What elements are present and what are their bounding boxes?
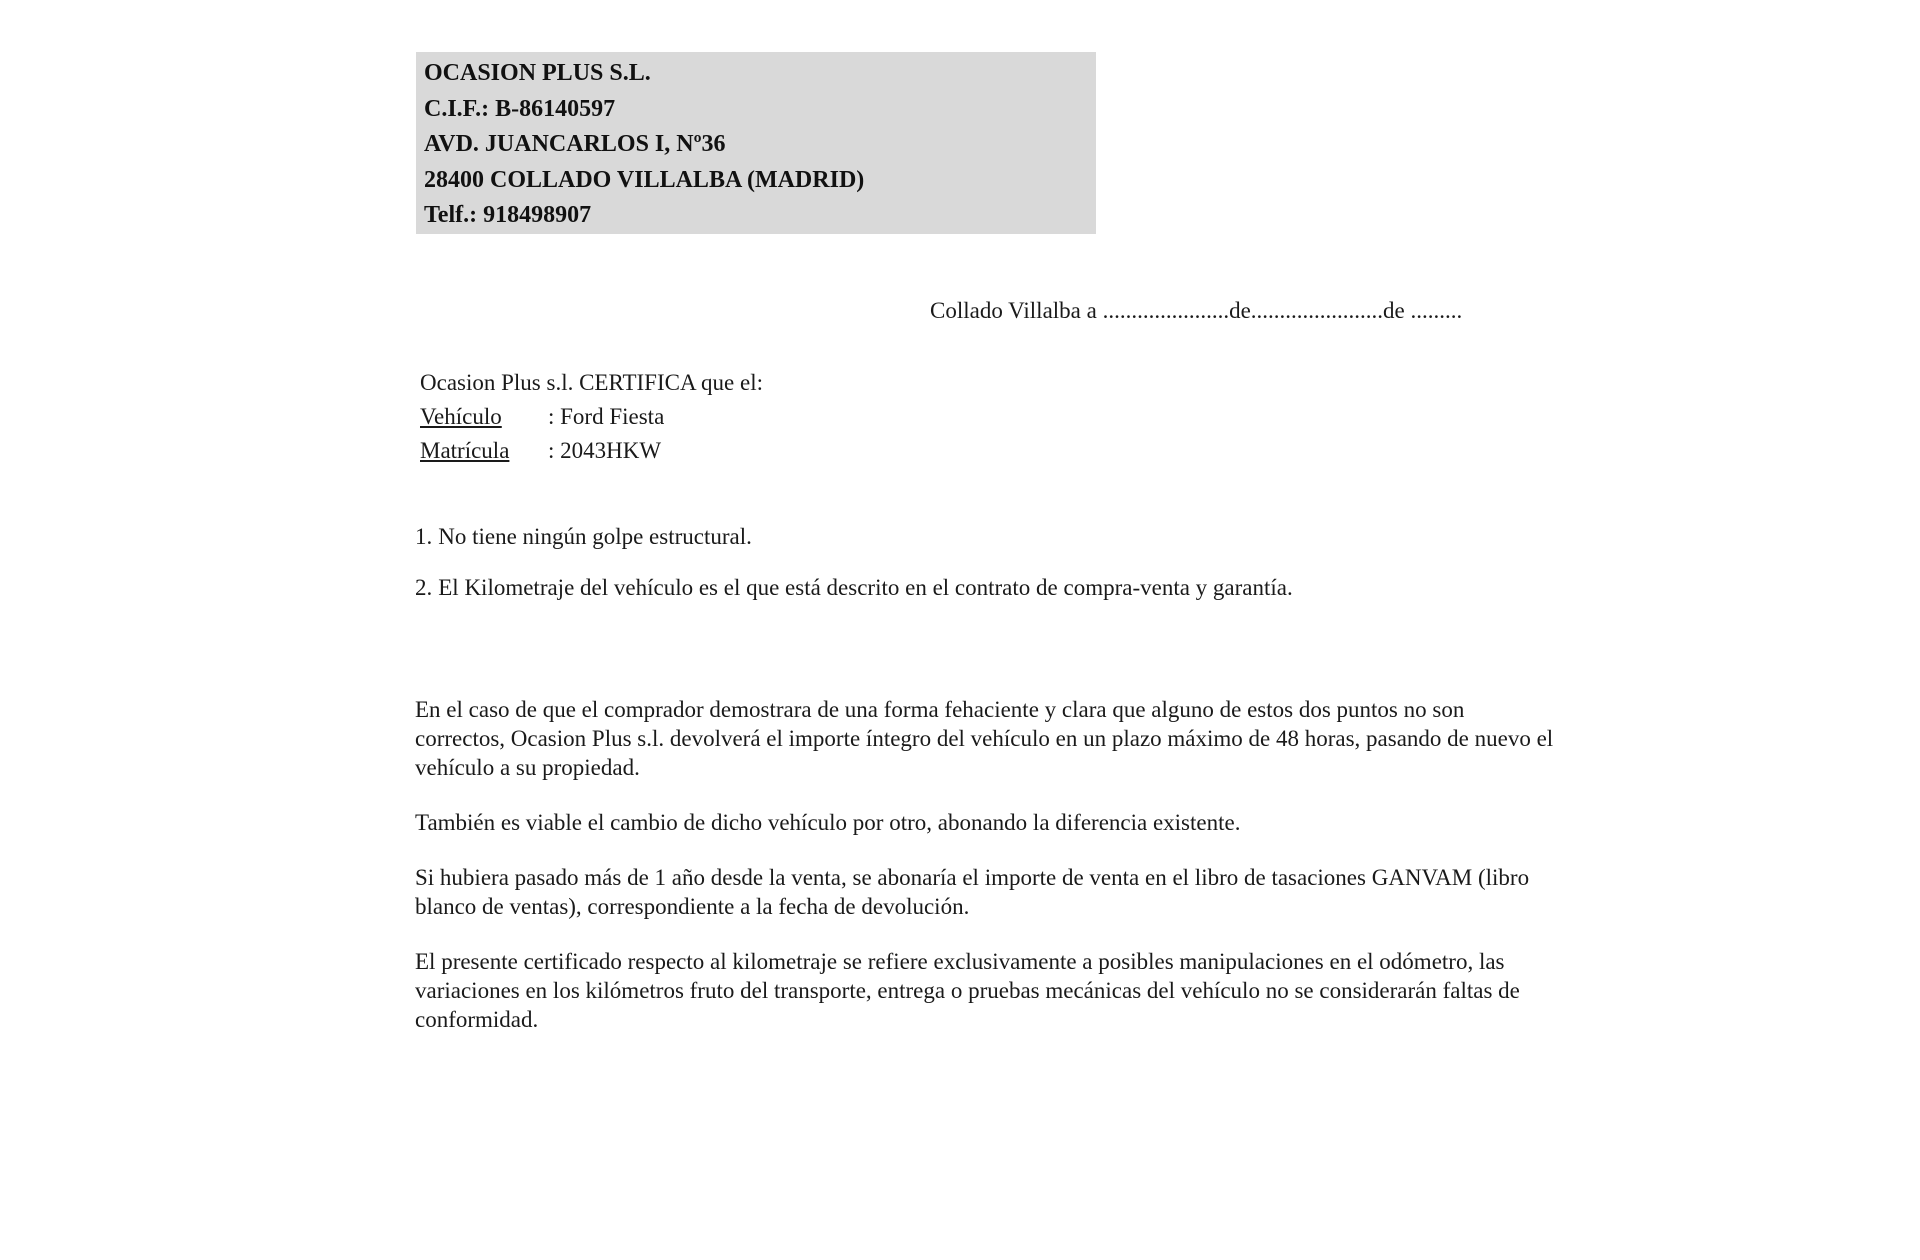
company-city: 28400 COLLADO VILLALBA (MADRID) <box>424 166 865 193</box>
refund-paragraph: En el caso de que el comprador demostrara de una forma fehaciente y clara que alguno de estos dos puntos no son correctos, Ocasion Plus s.l. devolverá el importe íntegro del vehículo en un plazo máximo de 48 horas, pasando de nuevo el vehículo a su propiedad. <box>415 697 1554 780</box>
company-address: AVD. JUANCARLOS I, Nº36 <box>424 131 726 157</box>
point-text: El Kilometraje del vehículo es el que está descrito en el contrato de compra-venta y garantía. <box>438 575 1293 600</box>
certified-points <box>415 524 1293 601</box>
company-name: OCASION PLUS S.L. <box>424 60 651 86</box>
exchange-paragraph: También es viable el cambio de dicho vehículo por otro, abonando la diferencia existente. <box>415 810 1241 835</box>
point-number: 2. <box>415 575 433 600</box>
company-cif: C.I.F.: B-86140597 <box>424 95 616 122</box>
vehicle-row <box>420 400 763 434</box>
vehicle-label: Vehículo <box>420 404 502 429</box>
plate-label: Matrícula <box>420 438 510 463</box>
conditions-section <box>415 695 1555 1060</box>
point-number: 1. <box>415 524 433 549</box>
point-item <box>415 524 1293 550</box>
plate-row <box>420 434 763 468</box>
plate-value: : 2043HKW <box>548 438 662 463</box>
vehicle-value: : Ford Fiesta <box>548 404 665 429</box>
point-item <box>415 575 1293 601</box>
company-header-box <box>416 52 1096 234</box>
place-date-line: Collado Villalba a ......................de.......................de ......... <box>930 298 1463 323</box>
ganvam-paragraph: Si hubiera pasado más de 1 año desde la venta, se abonaría el importe de venta en el libro de tasaciones GANVAM (libro blanco de ventas), correspondiente a la fecha de devolución. <box>415 865 1530 919</box>
odometer-paragraph: El presente certificado respecto al kilometraje se refiere exclusivamente a posibles manipulaciones en el odómetro, las variaciones en los kilómetros fruto del transporte, entrega o pruebas mecánicas del vehículo no se considerarán faltas de conformidad. <box>415 949 1520 1032</box>
certification-block <box>420 366 763 468</box>
point-text: No tiene ningún golpe estructural. <box>438 524 752 549</box>
certification-intro: Ocasion Plus s.l. CERTIFICA que el: <box>420 370 763 395</box>
company-phone: Telf.: 918498907 <box>424 202 592 228</box>
